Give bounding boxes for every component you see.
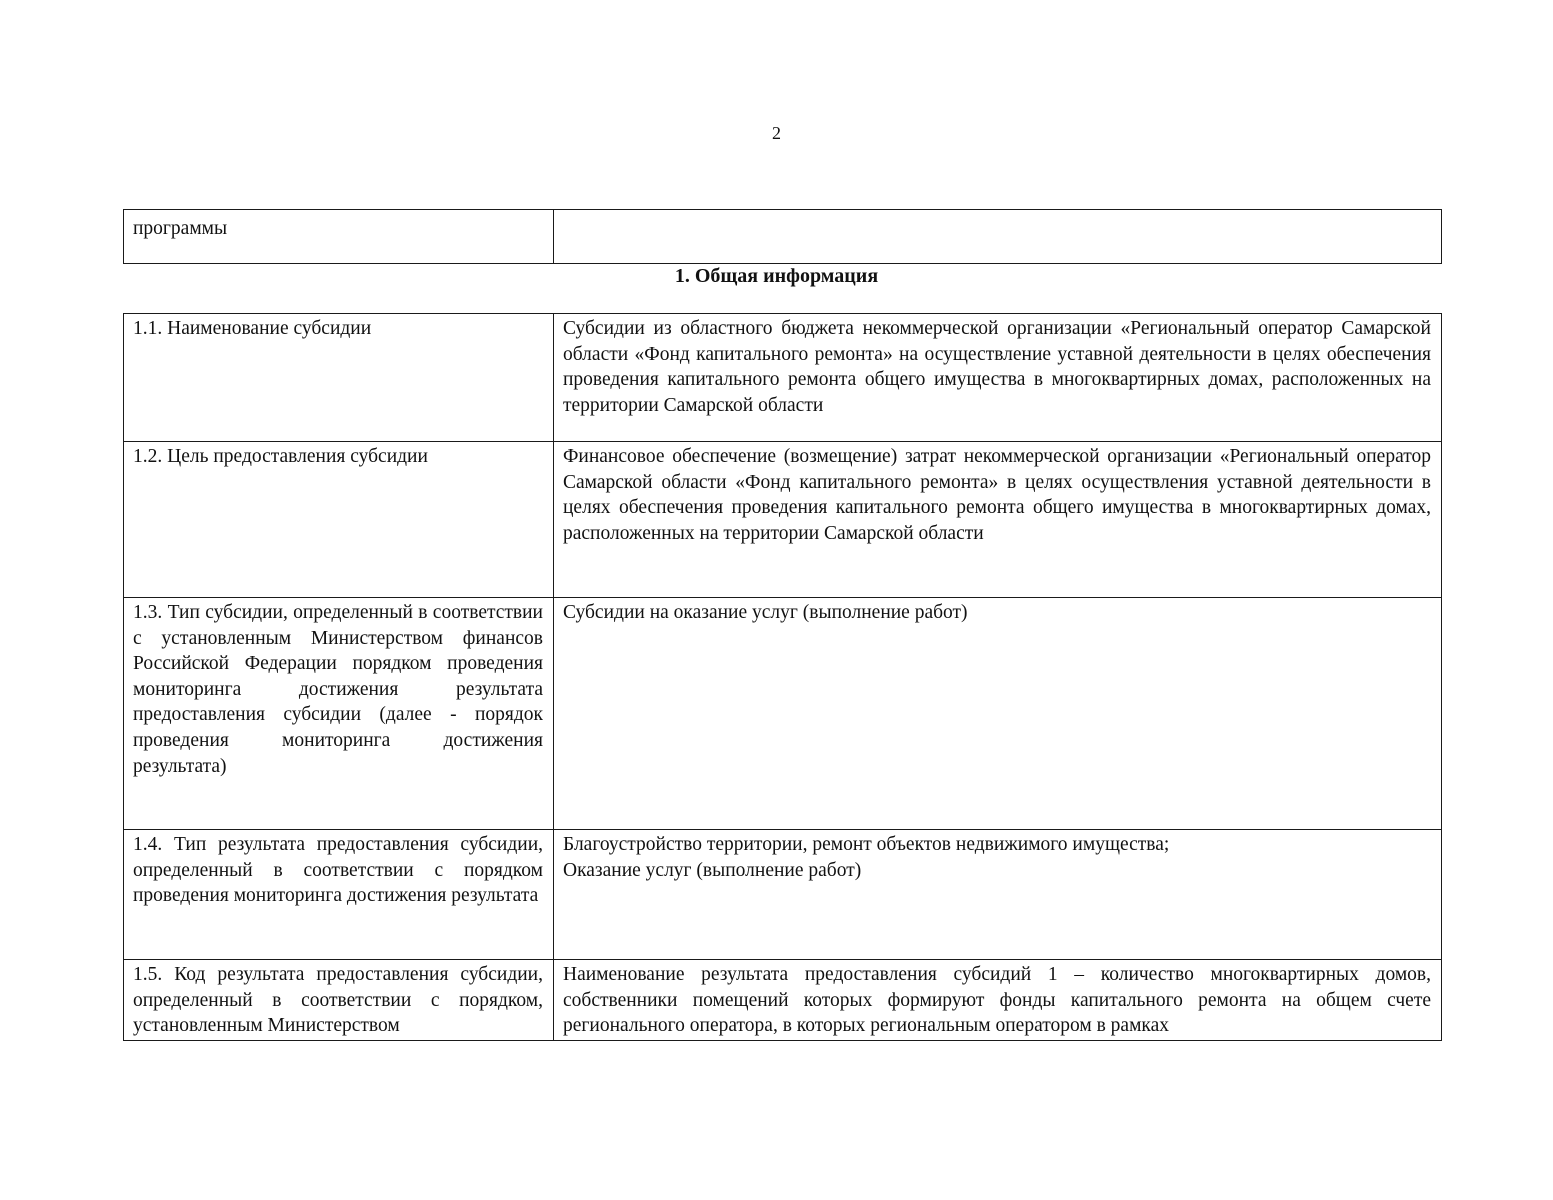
table-cell-value (554, 210, 1442, 264)
table-cell-label: 1.1. Наименование субсидии (124, 314, 554, 442)
table-cell-value: Субсидии на оказание услуг (выполнение работ) (554, 598, 1442, 830)
table-cell-label: 1.2. Цель предоставления субсидии (124, 442, 554, 598)
table-row (124, 210, 1442, 264)
table-row (124, 598, 1442, 830)
table-row (124, 314, 1442, 442)
section-title: 1. Общая информация (674, 265, 879, 287)
table-cell-value: Наименование результата предоставления субсидий 1 – количество многоквартирных домов, собственники помещений которых формируют фонды капитального ремонта на общем счете регионального оператора, в которых региональным оператором в рамках (554, 960, 1442, 1041)
table-row (124, 442, 1442, 598)
page-number: 2 (772, 123, 781, 143)
table-cell-value: Субсидии из областного бюджета некоммерческой организации «Региональный оператор Самарской области «Фонд капитального ремонта» на осуществление уставной деятельности в целях обеспечения проведения капитального ремонта общего имущества в многоквартирных домах, расположенных на территории Самарской области (554, 314, 1442, 442)
general-info-table (123, 313, 1442, 1041)
continuation-table (123, 209, 1442, 264)
table-row (124, 830, 1442, 960)
table-cell-label: 1.5. Код результата предоставления субсидии, определенный в соответствии с порядком, установленным Министерством (124, 960, 554, 1041)
table-cell-label: 1.4. Тип результата предоставления субсидии, определенный в соответствии с порядком проведения мониторинга достижения результата (124, 830, 554, 960)
table-cell-value (554, 830, 1442, 960)
table-cell-label: 1.3. Тип субсидии, определенный в соответствии с установленным Министерством финансов Российской Федерации порядком проведения мониторинга достижения результата предоставления субсидии (далее - порядок проведения мониторинга достижения результата) (124, 598, 554, 830)
table-row (124, 960, 1442, 1041)
value-line: Благоустройство территории, ремонт объектов недвижимого имущества; (563, 834, 1170, 855)
table-cell-value: Финансовое обеспечение (возмещение) затрат некоммерческой организации «Региональный оператор Самарской области «Фонд капитального ремонта» в целях осуществления уставной деятельности в целях обеспечения проведения капитального ремонта общего имущества в многоквартирных домах, расположенных на территории Самарской области (554, 442, 1442, 598)
value-line: Оказание услуг (выполнение работ) (563, 859, 862, 881)
table-cell-label: программы (124, 210, 554, 264)
